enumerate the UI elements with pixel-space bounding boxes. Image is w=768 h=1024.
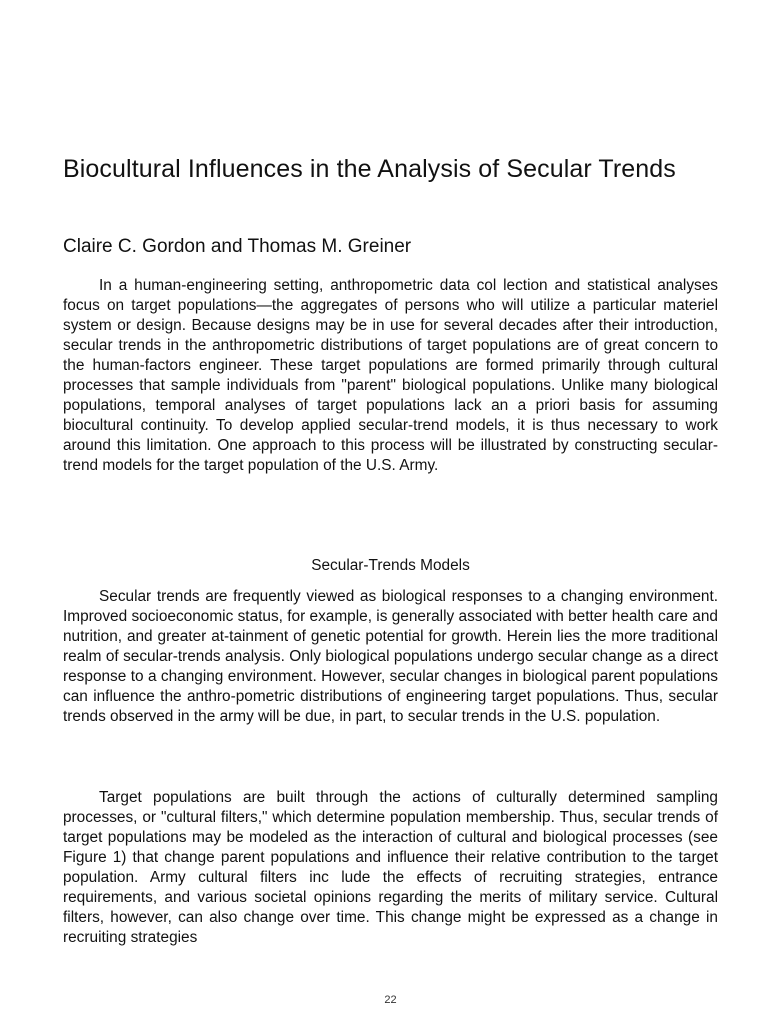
page-number: 22 (384, 994, 397, 1006)
paragraph-introduction: In a human-engineering setting, anthropometric data col lection and statistical analyses focus on target populations—the aggregates of persons who will utilize a particular materiel system or design. Because designs may be in use for several decades after their introduction, secular trends in the anthropometric distributions of target populations are of great concern to the human-factors engineer. These target populations are formed primarily through cultural processes that sample individuals from "parent" biological populations. Unlike many biological populations, temporal analyses of target populations lack an a priori basis for assuming biocultural continuity. To develop applied secular-trend models, it is thus necessary to work around this limitation. One approach to this process will be illustrated by constructing secular-trend models for the target population of the U.S. Army. (63, 277, 718, 474)
paragraph-target-populations: Target populations are built through the actions of culturally determined sampling processes, or "cultural filters," which determine population membership. Thus, secular trends of target populations may be modeled as the interaction of cultural and biological processes (see Figure 1) that change parent populations and influence their relative contribution to the target population. Army cultural filters inc lude the effects of recruiting strategies, entrance requirements, and various societal opinions regarding the merits of military service. Cultural filters, however, can also change over time. This change might be expressed as a change in recruiting strategies (63, 789, 718, 946)
section-heading: Secular-Trends Models (311, 557, 470, 574)
document-page (63, 0, 718, 1024)
document-authors: Claire C. Gordon and Thomas M. Greiner (63, 236, 412, 257)
paragraph-secular-trends: Secular trends are frequently viewed as biological responses to a changing environment. Improved socioeconomic status, for example, is generally associated with better health care and nutrition, and greater at-tainment of genetic potential for growth. Herein lies the more traditional realm of secular-trends analysis. Only biological populations undergo secular change as a direct response to a changing environment. However, secular changes in biological parent populations can influence the anthro-pometric distributions of engineering target populations. Thus, secular trends observed in the army will be due, in part, to secular trends in the U.S. population. (63, 588, 718, 725)
document-title: Biocultural Influences in the Analysis of Secular Trends (63, 155, 676, 183)
